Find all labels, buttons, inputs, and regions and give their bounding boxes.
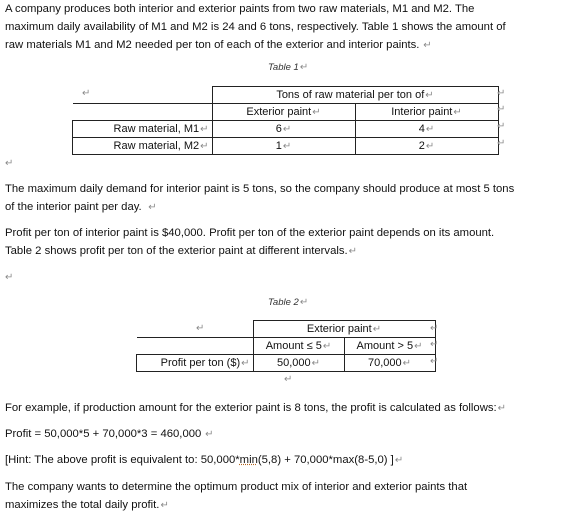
return-arrow-icon: ↵	[497, 88, 506, 99]
table1-cell	[355, 121, 498, 138]
example-intro-text: For example, if production amount for the exterior paint is 8 tons, the profit is calculated as follows:	[5, 402, 497, 414]
demand-paragraph	[5, 180, 560, 217]
return-arrow-icon: ↵	[200, 123, 209, 135]
example-hint	[5, 451, 560, 470]
table2-col-header-gt5	[344, 338, 435, 355]
table1-row-label-text: Raw material, M1	[113, 122, 200, 135]
table2-col-header-le5	[253, 338, 344, 355]
hint-min-function: min	[239, 454, 258, 466]
table1-col-header-interior-text: Interior paint	[391, 105, 453, 118]
example-intro	[5, 399, 560, 418]
return-arrow-icon: ↵	[394, 455, 404, 466]
example-formula	[5, 425, 560, 444]
table2-caption-text: Table 2	[268, 297, 299, 308]
return-arrow-icon: ↵	[414, 340, 423, 352]
return-arrow-icon: ↵	[312, 106, 321, 118]
return-arrow-icon: ↵	[282, 123, 292, 135]
table1	[72, 86, 499, 155]
table1-cell	[212, 121, 355, 138]
return-arrow-icon: ↵	[241, 357, 250, 369]
profit-line-2: Table 2 shows profit per ton of the exterior paint at different intervals.	[5, 245, 348, 257]
return-arrow-icon: ↵	[430, 323, 439, 334]
table2-col-header-gt5-text: Amount > 5	[356, 339, 414, 352]
table2-cell-value: 50,000	[276, 356, 311, 369]
table2-cell-value: 70,000	[367, 356, 402, 369]
return-arrow-icon: ↵	[497, 138, 506, 149]
return-arrow-icon: ↵	[196, 323, 205, 334]
return-arrow-icon: ↵	[402, 357, 412, 369]
table1-row-label	[73, 138, 213, 155]
closing-paragraph	[5, 478, 560, 515]
hint-suffix: (5,8) + 70,000*max(8-5,0) ]	[257, 454, 394, 466]
return-arrow-icon: ↵	[142, 202, 157, 213]
return-arrow-icon: ↵	[5, 158, 14, 169]
table1-empty-cell	[73, 104, 213, 121]
return-arrow-icon: ↵	[284, 374, 293, 385]
table2-row-label-text: Profit per ton ($)	[160, 356, 241, 369]
return-arrow-icon: ↵	[497, 104, 506, 115]
table1-cell	[355, 138, 498, 155]
return-arrow-icon: ↵	[497, 121, 506, 132]
table-row	[73, 121, 499, 138]
table2-empty-cell	[137, 338, 254, 355]
table-row	[73, 138, 499, 155]
table1-cell-value: 6	[275, 122, 282, 135]
return-arrow-icon: ↵	[430, 339, 439, 350]
return-arrow-icon: ↵	[430, 356, 439, 367]
return-arrow-icon: ↵	[282, 140, 292, 152]
intro-line-3: raw materials M1 and M2 needed per ton of each of the exterior and interior paints.	[5, 39, 420, 51]
return-arrow-icon: ↵	[299, 297, 309, 308]
return-arrow-icon: ↵	[200, 140, 209, 152]
table-row	[137, 355, 436, 372]
return-arrow-icon: ↵	[299, 62, 309, 73]
table1-group-header	[212, 87, 498, 104]
intro-paragraph	[5, 0, 560, 55]
table1-caption	[268, 62, 308, 73]
demand-line-1: The maximum daily demand for interior paint is 5 tons, so the company should produce at most 5 tons	[5, 183, 515, 195]
table1-caption-text: Table 1	[268, 62, 299, 73]
table1-cell-value: 1	[275, 139, 282, 152]
table2-cell	[253, 355, 344, 372]
table1-row-label	[73, 121, 213, 138]
table1-col-header-exterior	[212, 104, 355, 121]
return-arrow-icon: ↵	[420, 40, 432, 51]
table2-row-label	[137, 355, 254, 372]
demand-line-2: of the interior paint per day.	[5, 201, 142, 213]
table2-group-header	[253, 321, 435, 338]
table2-empty-cell	[137, 321, 254, 338]
table2-cell	[344, 355, 435, 372]
hint-prefix: [Hint: The above profit is equivalent to: 50,000*	[5, 454, 240, 466]
table1-col-header-interior	[355, 104, 498, 121]
return-arrow-icon: ↵	[497, 403, 507, 414]
return-arrow-icon: ↵	[348, 246, 358, 257]
table1-cell-value: 4	[418, 122, 425, 135]
return-arrow-icon: ↵	[202, 429, 214, 440]
return-arrow-icon: ↵	[322, 340, 332, 352]
return-arrow-icon: ↵	[425, 140, 435, 152]
return-arrow-icon: ↵	[311, 357, 321, 369]
table1-row-label-text: Raw material, M2	[113, 139, 200, 152]
closing-line-2: maximizes the total daily profit.	[5, 499, 160, 511]
profit-paragraph	[5, 224, 560, 261]
table1-cell-value: 2	[418, 139, 425, 152]
return-arrow-icon: ↵	[372, 323, 382, 335]
closing-line-1: The company wants to determine the optimum product mix of interior and exterior paints that	[5, 481, 468, 493]
table1-empty-cell	[73, 87, 213, 104]
table1-cell	[212, 138, 355, 155]
table2-caption	[268, 297, 308, 308]
return-arrow-icon: ↵	[160, 500, 169, 511]
return-arrow-icon: ↵	[5, 272, 14, 283]
intro-line-2: maximum daily availability of M1 and M2 is 24 and 6 tons, respectively. Table 1 shows the amount of	[5, 21, 506, 33]
example-formula-text: Profit = 50,000*5 + 70,000*3 = 460,000	[5, 428, 202, 440]
profit-line-1: Profit per ton of interior paint is $40,000. Profit per ton of the exterior paint depends on its amount.	[5, 227, 495, 239]
return-arrow-icon: ↵	[425, 123, 435, 135]
return-arrow-icon: ↵	[425, 89, 434, 101]
return-arrow-icon: ↵	[453, 106, 462, 118]
table2-group-header-text: Exterior paint	[306, 322, 372, 335]
table2-col-header-le5-text: Amount ≤ 5	[265, 339, 322, 352]
table2	[136, 320, 439, 372]
table1-group-header-text: Tons of raw material per ton of	[276, 88, 425, 101]
return-arrow-icon: ↵	[82, 88, 91, 99]
intro-line-1: A company produces both interior and exterior paints from two raw materials, M1 and M2. The	[5, 3, 475, 15]
table1-col-header-exterior-text: Exterior paint	[246, 105, 312, 118]
